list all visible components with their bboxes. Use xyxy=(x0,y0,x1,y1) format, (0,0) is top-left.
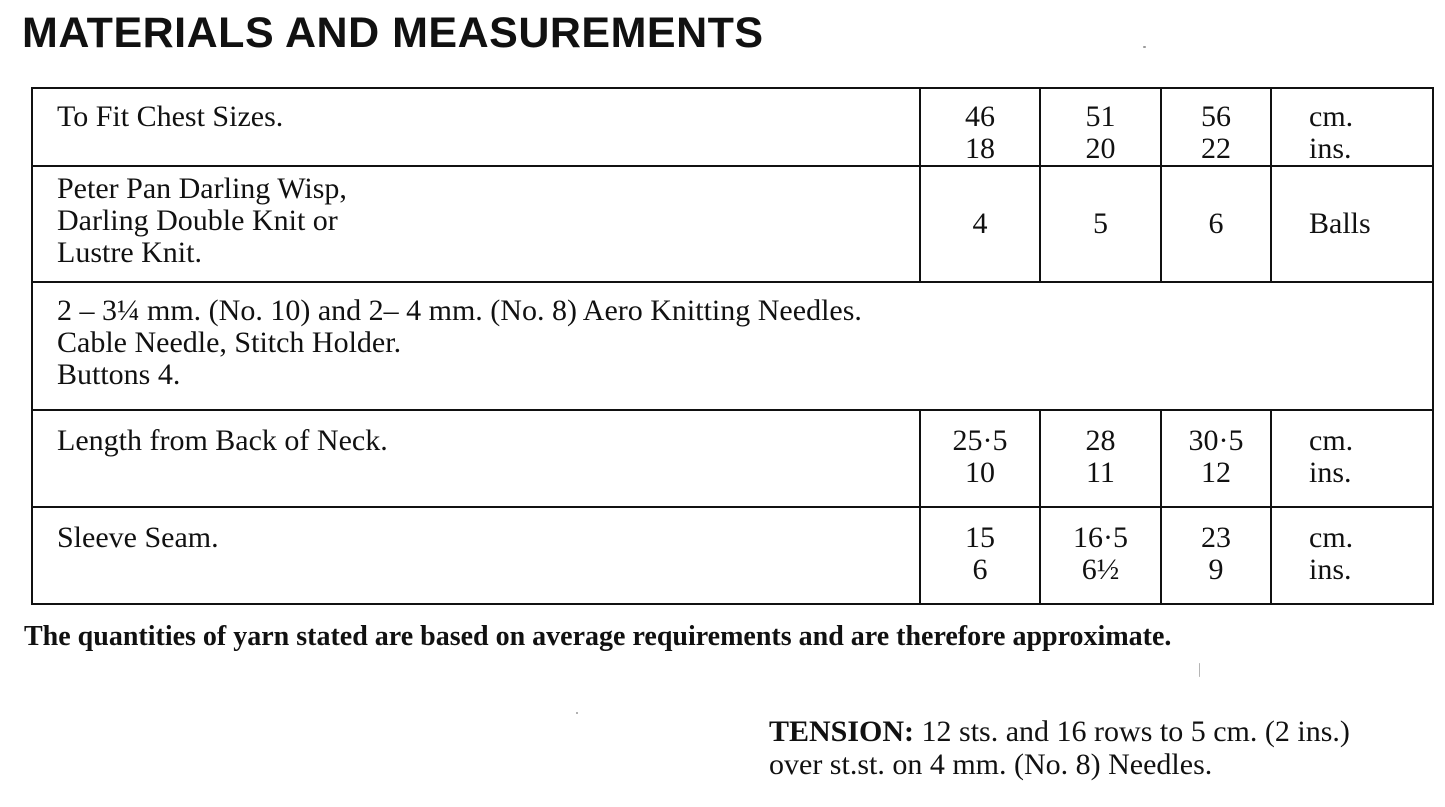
table-row-yarn xyxy=(32,166,1433,282)
materials-table xyxy=(31,87,1434,605)
length-size-1-ins: 10 xyxy=(965,456,995,489)
sleeve-size-2-ins: 6½ xyxy=(1081,553,1120,586)
chest-sizes-label: To Fit Chest Sizes. xyxy=(32,88,920,166)
table-row-chest-sizes xyxy=(32,88,1433,166)
length-size-3-cm: 30·5 xyxy=(1188,424,1244,457)
tension-text-1: 12 sts. and 16 rows to 5 cm. (2 ins.) xyxy=(914,715,1350,748)
sleeve-size-cell-1 xyxy=(920,507,1040,604)
yarn-quantity-note: The quantities of yarn stated are based on average requirements and are therefore approximate. xyxy=(24,621,1172,652)
length-size-2-ins: 11 xyxy=(1086,456,1115,489)
unit-cell xyxy=(1271,88,1433,166)
yarn-line-1: Peter Pan Darling Wisp, xyxy=(57,172,347,205)
chest-size-1-ins: 18 xyxy=(965,132,995,165)
chest-size-3-cm: 56 xyxy=(1201,100,1231,133)
length-unit-cm: cm. xyxy=(1309,424,1354,457)
yarn-balls-size-2: 5 xyxy=(1040,166,1161,282)
yarn-line-2: Darling Double Knit or xyxy=(57,204,338,237)
tension-line-2: over st.st. on 4 mm. (No. 8) Needles. xyxy=(769,748,1213,781)
length-size-cell-2 xyxy=(1040,410,1161,507)
table-row-sleeve-seam xyxy=(32,507,1433,604)
tension-line-1 xyxy=(769,715,1350,748)
size-cell-2 xyxy=(1040,88,1161,166)
length-size-1-cm: 25·5 xyxy=(952,424,1008,457)
length-size-3-ins: 12 xyxy=(1201,456,1231,489)
sleeve-unit-ins: ins. xyxy=(1309,553,1352,586)
tension-block xyxy=(769,715,1350,781)
page-title: MATERIALS AND MEASUREMENTS xyxy=(22,9,764,57)
length-size-cell-3 xyxy=(1161,410,1271,507)
chest-size-2-ins: 20 xyxy=(1085,132,1116,165)
scan-speck xyxy=(1143,46,1146,48)
needles-cell xyxy=(32,282,1433,410)
sleeve-seam-label: Sleeve Seam. xyxy=(32,507,920,604)
needles-line-2: Cable Needle, Stitch Holder. xyxy=(57,326,402,359)
size-cell-1 xyxy=(920,88,1040,166)
length-label: Length from Back of Neck. xyxy=(32,410,920,507)
unit-cm: cm. xyxy=(1309,100,1354,133)
sleeve-size-1-cm: 15 xyxy=(965,521,995,554)
needles-line-3: Buttons 4. xyxy=(57,358,181,391)
size-cell-3 xyxy=(1161,88,1271,166)
length-size-2-cm: 28 xyxy=(1085,424,1116,457)
yarn-unit: Balls xyxy=(1271,166,1433,282)
sleeve-size-3-ins: 9 xyxy=(1208,553,1224,586)
tension-label: TENSION: xyxy=(769,715,915,748)
chest-size-3-ins: 22 xyxy=(1201,132,1231,165)
needles-line-1: 2 – 3¼ mm. (No. 10) and 2– 4 mm. (No. 8) Aero Knitting Needles. xyxy=(57,294,862,327)
table-row-needles xyxy=(32,282,1433,410)
scan-speck xyxy=(576,712,578,714)
scan-speck xyxy=(1199,663,1200,677)
chest-size-2-cm: 51 xyxy=(1085,100,1116,133)
length-unit-ins: ins. xyxy=(1309,456,1352,489)
yarn-balls-size-1: 4 xyxy=(920,166,1040,282)
sleeve-size-cell-2 xyxy=(1040,507,1161,604)
sleeve-size-1-ins: 6 xyxy=(972,553,988,586)
sleeve-size-3-cm: 23 xyxy=(1201,521,1231,554)
table-row-length xyxy=(32,410,1433,507)
yarn-label xyxy=(32,166,920,282)
yarn-line-3: Lustre Knit. xyxy=(57,236,202,269)
chest-size-1-cm: 46 xyxy=(965,100,995,133)
yarn-balls-size-3: 6 xyxy=(1161,166,1271,282)
unit-ins: ins. xyxy=(1309,132,1352,165)
sleeve-size-cell-3 xyxy=(1161,507,1271,604)
length-size-cell-1 xyxy=(920,410,1040,507)
sleeve-unit-cell xyxy=(1271,507,1433,604)
sleeve-unit-cm: cm. xyxy=(1309,521,1354,554)
length-unit-cell xyxy=(1271,410,1433,507)
sleeve-size-2-cm: 16·5 xyxy=(1073,521,1128,554)
